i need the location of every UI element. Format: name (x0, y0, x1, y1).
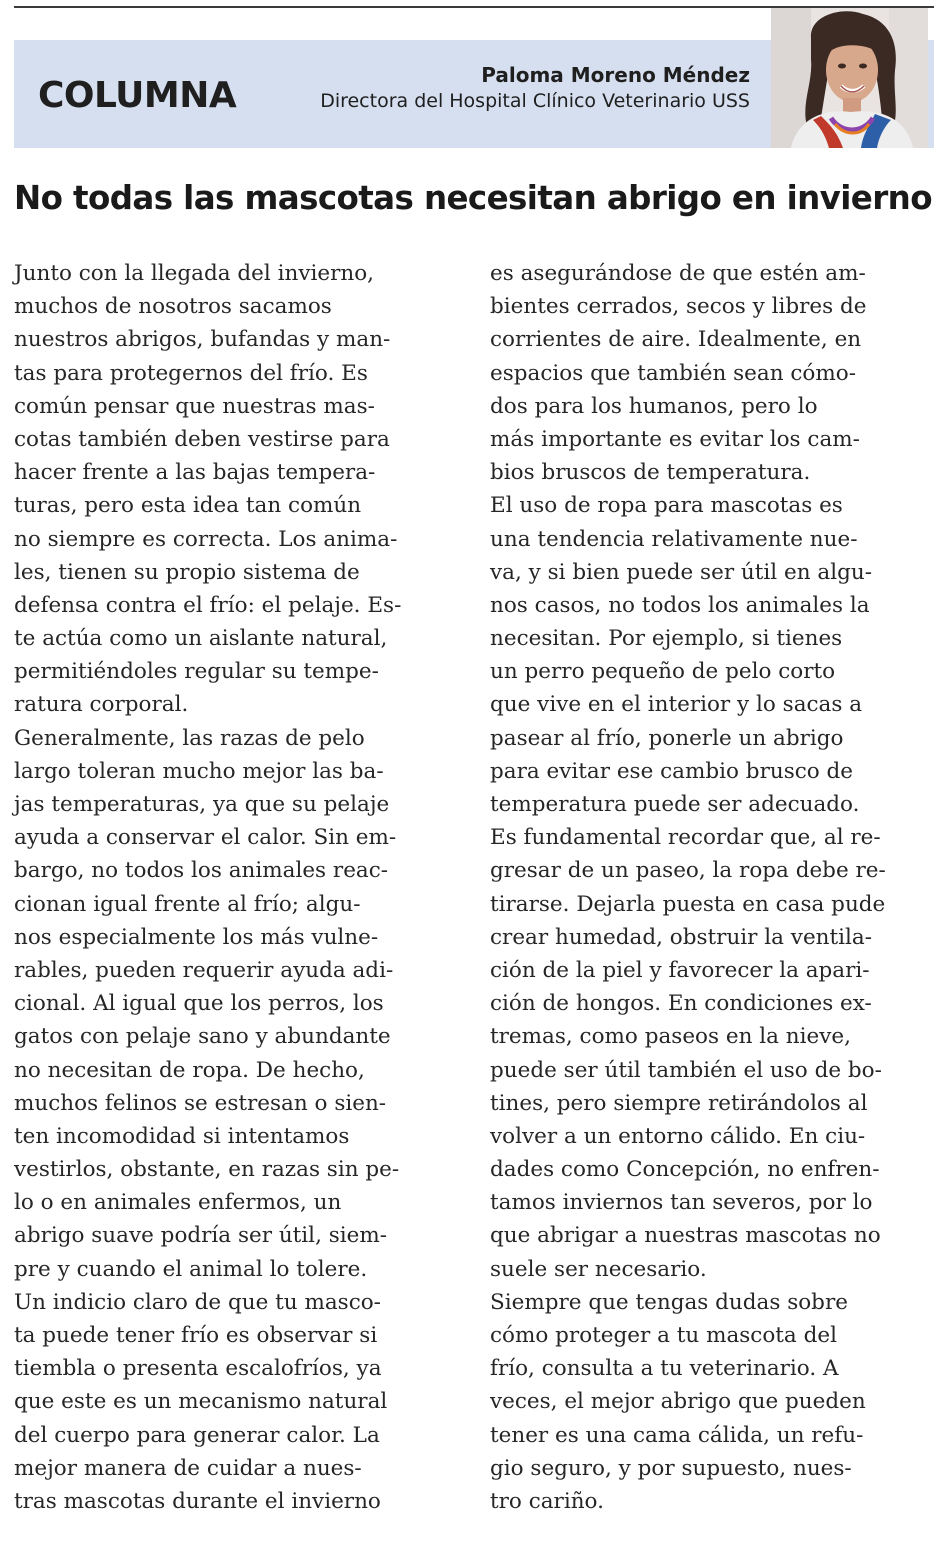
body-text-line: tamos inviernos tan severos, por lo (490, 1190, 873, 1216)
body-text-line: hacer frente a las bajas tempera- (14, 460, 376, 486)
body-text-line: Generalmente, las razas de pelo (14, 725, 365, 751)
body-text-line: que este es un mecanismo natural (14, 1389, 388, 1415)
body-text-line: Es fundamental recordar que, al re- (490, 825, 881, 851)
body-text-line: les, tienen su propio sistema de (14, 559, 360, 585)
body-text-line: tro cariño. (490, 1488, 604, 1514)
body-text-line: te actúa como un aislante natural, (14, 626, 388, 652)
body-text-line: muchos de nosotros sacamos (14, 294, 332, 320)
body-text-line: permitiéndoles regular su tempe- (14, 659, 379, 685)
body-text-line: tas para protegernos del frío. Es (14, 360, 368, 386)
body-text-line: tiembla o presenta escalofríos, ya (14, 1356, 382, 1382)
body-text-line: para evitar ese cambio brusco de (490, 758, 854, 784)
body-text-line: más importante es evitar los cam- (490, 426, 860, 452)
body-text-line: un perro pequeño de pelo corto (490, 659, 836, 685)
body-text-line: temperatura puede ser adecuado. (490, 792, 860, 817)
body-text-line: dades como Concepción, no enfren- (490, 1157, 880, 1183)
body-text-line: vestirlos, obstante, en razas sin pe- (14, 1157, 400, 1183)
body-text-line: va, y si bien puede ser útil en algu- (490, 559, 872, 585)
body-text-line: defensa contra el frío: el pelaje. Es- (14, 592, 402, 618)
body-text-line: tras mascotas durante el invierno (14, 1488, 381, 1514)
body-text-line: cionan igual frente al frío; algu- (14, 891, 361, 917)
body-text-line: gatos con pelaje sano y abundante (14, 1024, 391, 1050)
body-text-line: tremas, como paseos en la nieve, (490, 1024, 851, 1050)
body-text-line: corrientes de aire. Idealmente, en (490, 327, 862, 353)
body-text-line: cional. Al igual que los perros, los (14, 991, 384, 1017)
body-text-line: pasear al frío, ponerle un abrigo (490, 725, 844, 751)
body-text-line: largo toleran mucho mejor las ba- (14, 758, 384, 784)
article-headline: No todas las mascotas necesitan abrigo en invierno (14, 179, 932, 217)
body-text-line: es asegurándose de que estén am- (490, 261, 866, 286)
body-text-line: nos casos, no todos los animales la (490, 592, 870, 618)
body-text-line: nuestros abrigos, bufandas y man- (14, 327, 391, 353)
body-text-line: ción de hongos. En condiciones ex- (490, 991, 872, 1017)
body-text-line: gio seguro, y por supuesto, nues- (490, 1455, 852, 1481)
body-text-line: cotas también deben vestirse para (14, 426, 390, 452)
body-text-line: gresar de un paseo, la ropa debe re- (490, 858, 886, 884)
body-text-line: ta puede tener frío es observar si (14, 1323, 378, 1348)
body-text-line: El uso de ropa para mascotas es (490, 493, 843, 519)
body-text-line: lo o en animales enfermos, un (14, 1190, 342, 1216)
body-text-line: ten incomodidad si intentamos (14, 1123, 350, 1149)
body-text-line: bientes cerrados, secos y libres de (490, 294, 867, 320)
body-text-line: tines, pero siempre retirándolos al (490, 1090, 868, 1116)
body-text-line: Siempre que tengas dudas sobre (490, 1289, 848, 1315)
body-text-line: del cuerpo para generar calor. La (14, 1422, 380, 1448)
body-text-line: suele ser necesario. (490, 1256, 707, 1282)
body-text-line: puede ser útil también el uso de bo- (490, 1057, 882, 1083)
body-text-line: cómo proteger a tu mascota del (490, 1323, 837, 1348)
article-column-right (490, 257, 930, 1518)
body-text-line: Junto con la llegada del invierno, (14, 261, 374, 286)
body-text-line: ción de la piel y favorecer la apari- (490, 957, 870, 983)
body-text-line: bios bruscos de temperatura. (490, 460, 811, 486)
body-text-line: pre y cuando el animal lo tolere. (14, 1256, 368, 1282)
body-text-line: bargo, no todos los animales reac- (14, 858, 389, 884)
body-text-line: abrigo suave podría ser útil, siem- (14, 1223, 388, 1249)
author-role: Directora del Hospital Clínico Veterinario USS (320, 90, 750, 112)
body-text-line: frío, consulta a tu veterinario. A (490, 1356, 839, 1382)
body-text-line: que abrigar a nuestras mascotas no (490, 1223, 881, 1249)
body-text-line: común pensar que nuestras mas- (14, 393, 375, 419)
body-text-line: jas temperaturas, ya que su pelaje (14, 792, 390, 817)
body-text-line: veces, el mejor abrigo que pueden (490, 1389, 866, 1415)
author-photo (771, 8, 928, 148)
body-text-line: rables, pueden requerir ayuda adi- (14, 957, 394, 983)
body-text-line: tener es una cama cálida, un refu- (490, 1422, 864, 1448)
author-name: Paloma Moreno Méndez (481, 63, 750, 87)
body-text-line: crear humedad, obstruir la ventila- (490, 924, 873, 950)
body-text-line: no siempre es correcta. Los anima- (14, 526, 398, 552)
body-text-line: necesitan. Por ejemplo, si tienes (490, 626, 843, 652)
body-text-line: ayuda a conservar el calor. Sin em- (14, 825, 397, 851)
body-text-line: volver a un entorno cálido. En ciu- (490, 1123, 866, 1149)
body-text-line: turas, pero esta idea tan común (14, 493, 362, 519)
article-column-left (14, 257, 454, 1518)
body-text-line: una tendencia relativamente nue- (490, 526, 858, 552)
body-text-line: ratura corporal. (14, 692, 189, 718)
body-text-line: no necesitan de ropa. De hecho, (14, 1057, 365, 1083)
body-text-line: muchos felinos se estresan o sien- (14, 1090, 387, 1116)
body-text-line: mejor manera de cuidar a nues- (14, 1455, 362, 1481)
body-text-line: tirarse. Dejarla puesta en casa pude (490, 891, 886, 917)
section-label: COLUMNA (38, 75, 237, 116)
body-text-line: espacios que también sean cómo- (490, 360, 856, 386)
body-text-line: dos para los humanos, pero lo (490, 393, 818, 419)
body-text-line: Un indicio claro de que tu masco- (14, 1289, 381, 1315)
body-text-line: nos especialmente los más vulne- (14, 924, 379, 950)
author-portrait-image (771, 8, 928, 148)
body-text-line: que vive en el interior y lo sacas a (490, 692, 863, 718)
